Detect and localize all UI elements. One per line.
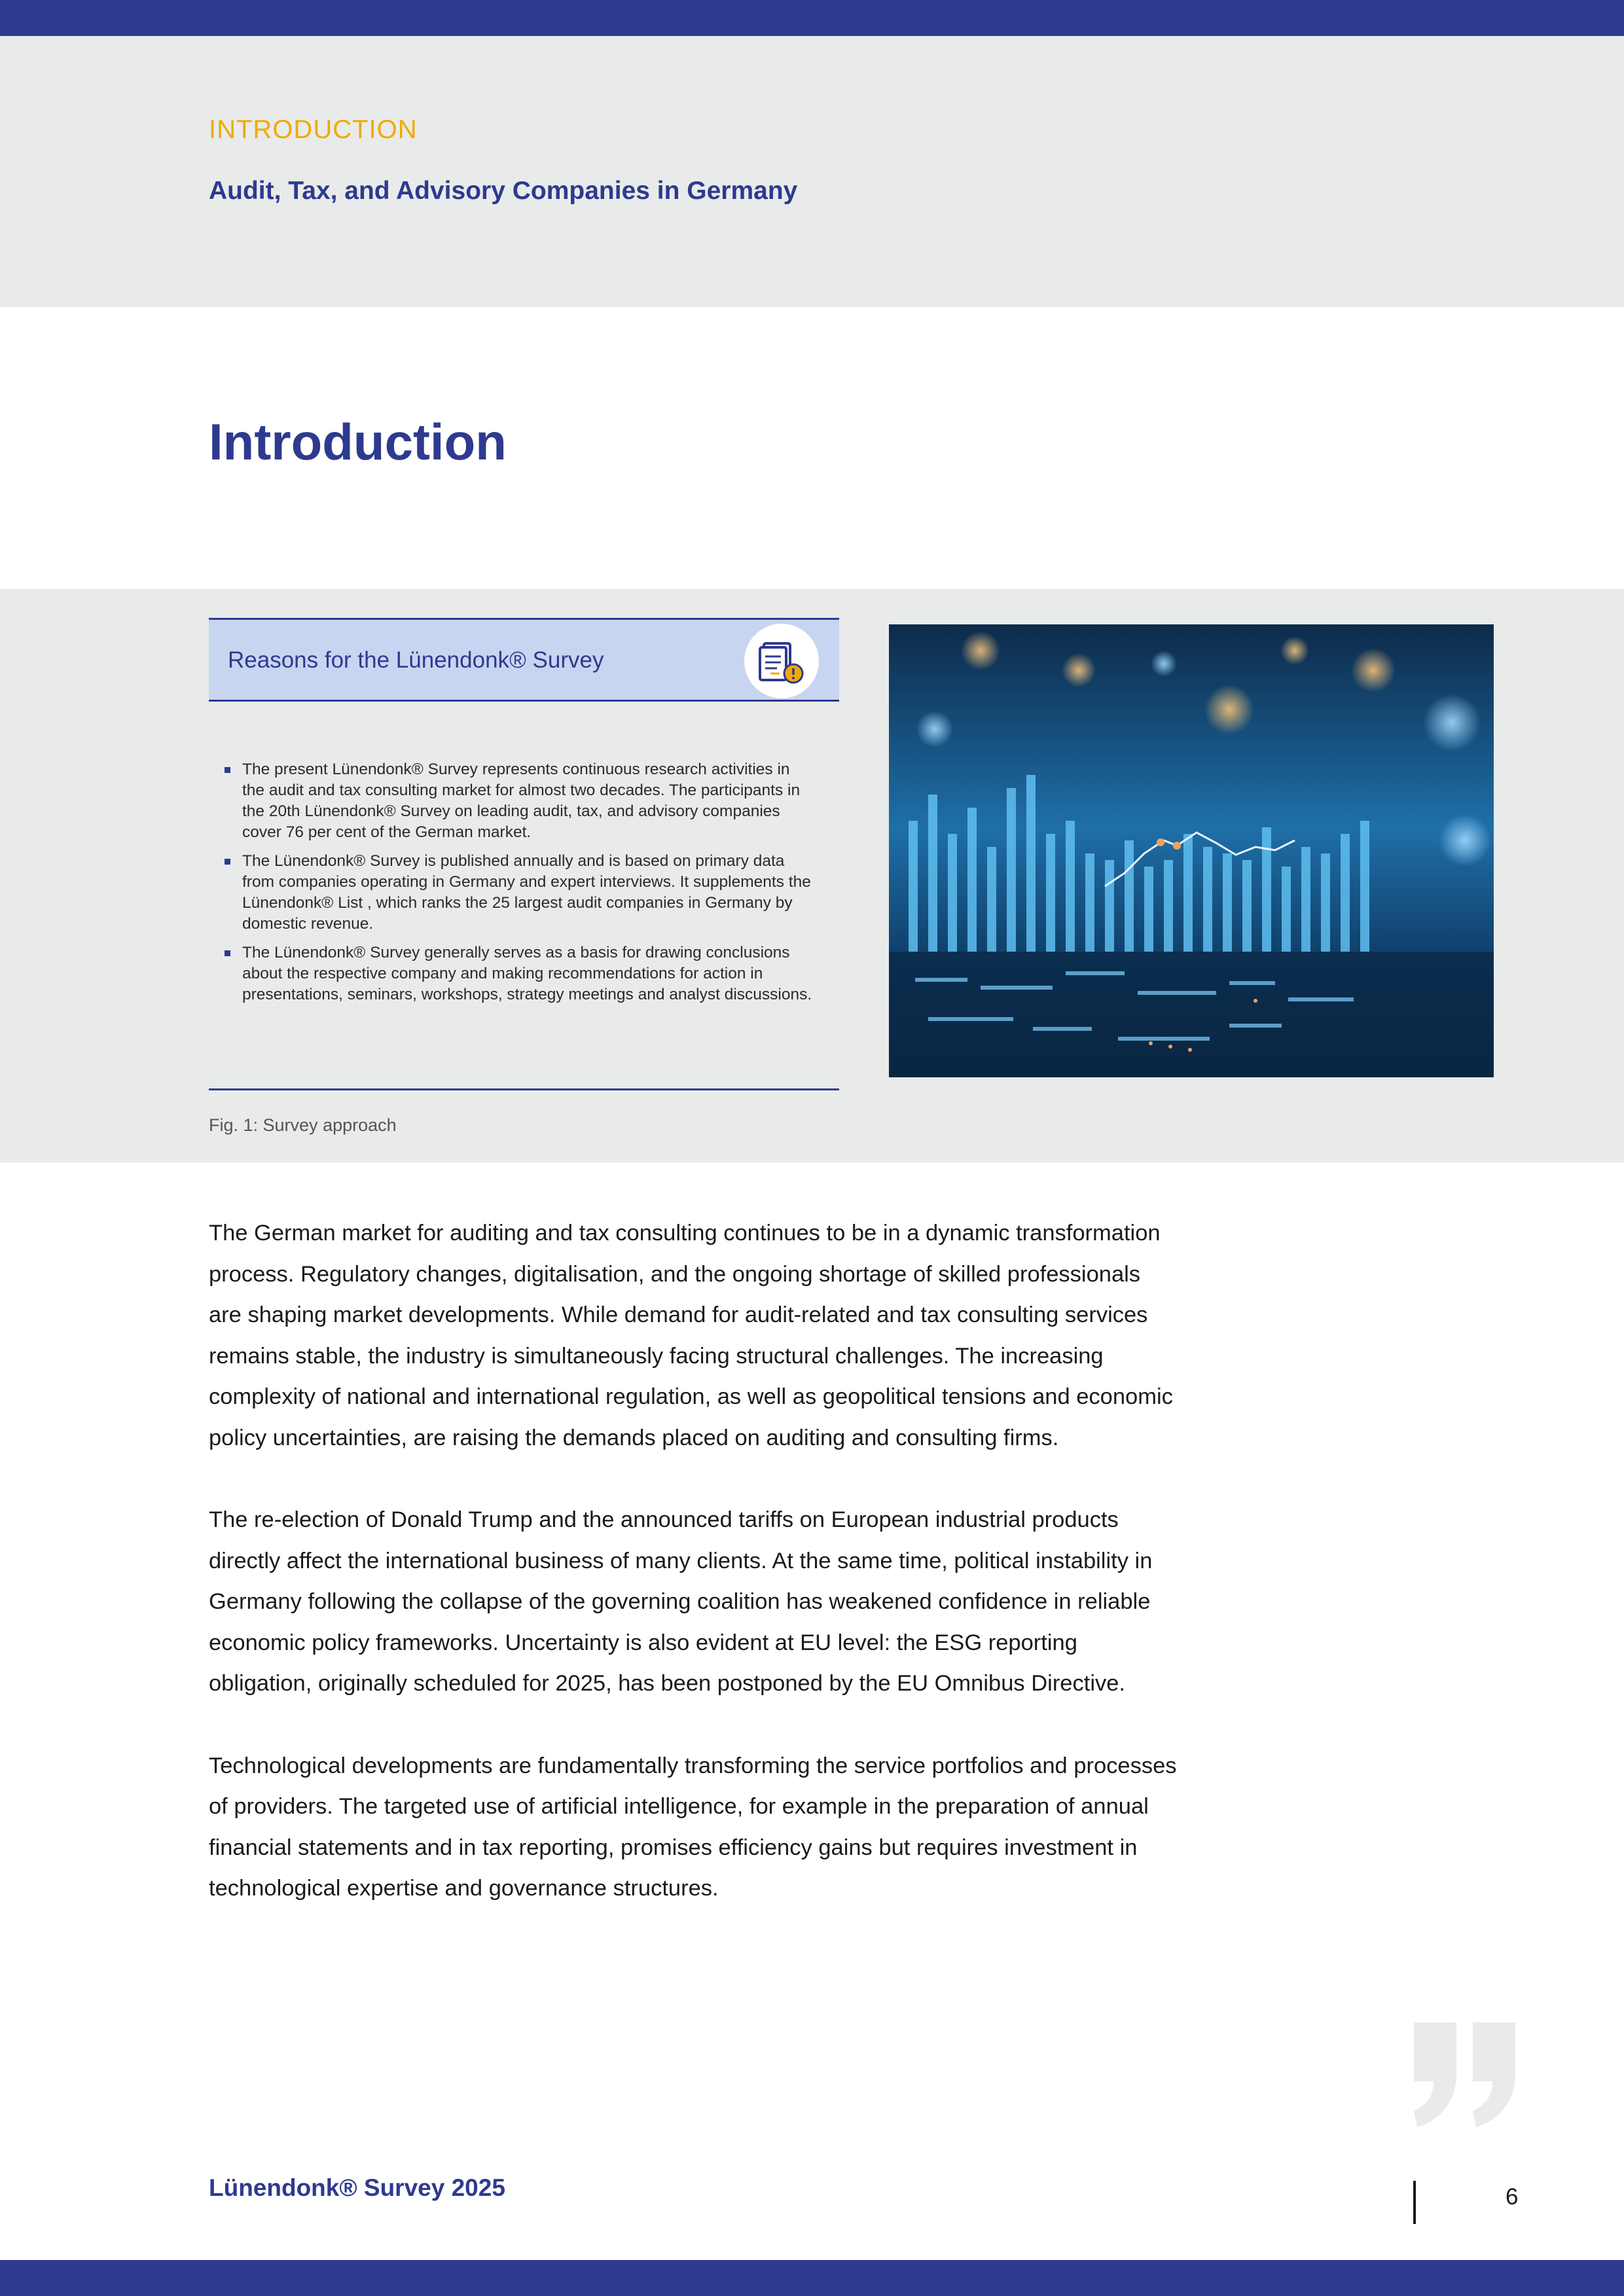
figure-divider	[209, 1088, 839, 1090]
bottom-brand-bar	[0, 2260, 1624, 2296]
list-item: The present Lünendonk® Survey represents continuous research activities in the audit and tax consulting market for almost two decades. The participants in the 20th Lünendonk® Survey on leading audit, tax, and advisory companies cover 76 per cent of the German market.	[225, 759, 814, 843]
closing-quote-icon	[1407, 2022, 1525, 2127]
section-subtitle: Audit, Tax, and Advisory Companies in Germany	[209, 177, 798, 205]
top-brand-bar	[0, 0, 1624, 36]
bullet-square-icon	[225, 950, 230, 956]
page-title: Introduction	[209, 413, 507, 471]
figure-caption: Fig. 1: Survey approach	[209, 1115, 397, 1135]
financial-chart-photo	[889, 624, 1494, 1077]
section-kicker: INTRODUCTION	[209, 115, 418, 144]
document-alert-icon	[744, 624, 819, 698]
reasons-list	[225, 759, 814, 1013]
body-paragraph: The re-election of Donald Trump and the announced tariffs on European industrial products directly affect the international business of many clients. At the same time, political instability in Germany following the collapse of the governing coalition has weakened confidence in reliable economic policy frameworks. Uncertainty is also evident at EU level: the ESG reporting obligation, originally scheduled for 2025, has been postponed by the EU Omnibus Directive.	[209, 1507, 1153, 1696]
footer-title: Lünendonk® Survey 2025	[209, 2174, 505, 2201]
bullet-square-icon	[225, 859, 230, 865]
body-paragraph: Technological developments are fundamentally transforming the service portfolios and processes of providers. The targeted use of artificial intelligence, for example in the preparation of annual financial statements and in tax reporting, promises efficiency gains but requires investment in technological expertise and governance structures.	[209, 1753, 1177, 1901]
footer-divider	[1413, 2181, 1416, 2224]
body-text	[209, 1213, 1178, 1950]
page-number: 6	[1506, 2184, 1519, 2210]
reasons-box-title: Reasons for the Lünendonk® Survey	[228, 647, 604, 673]
list-item: The Lünendonk® Survey generally serves as a basis for drawing conclusions about the respective company and making recommendations for action in presentations, seminars, workshops, strategy meetings and analyst discussions.	[225, 942, 814, 1005]
list-item: The Lünendonk® Survey is published annually and is based on primary data from companies operating in Germany and expert interviews. It supplements the Lünendonk® List , which ranks the 25 largest audit companies in Germany by domestic revenue.	[225, 851, 814, 935]
reasons-box	[209, 618, 839, 702]
bullet-square-icon	[225, 767, 230, 773]
header-band	[0, 36, 1624, 307]
body-paragraph: The German market for auditing and tax consulting continues to be in a dynamic transformation process. Regulatory changes, digitalisation, and the ongoing shortage of skilled professionals are shaping market developments. While demand for audit-related and tax consulting services remains stable, the industry is simultaneously facing structural challenges. The increasing complexity of national and international regulation, as well as geopolitical tensions and economic policy uncertainties, are raising the demands placed on auditing and consulting firms.	[209, 1221, 1173, 1450]
